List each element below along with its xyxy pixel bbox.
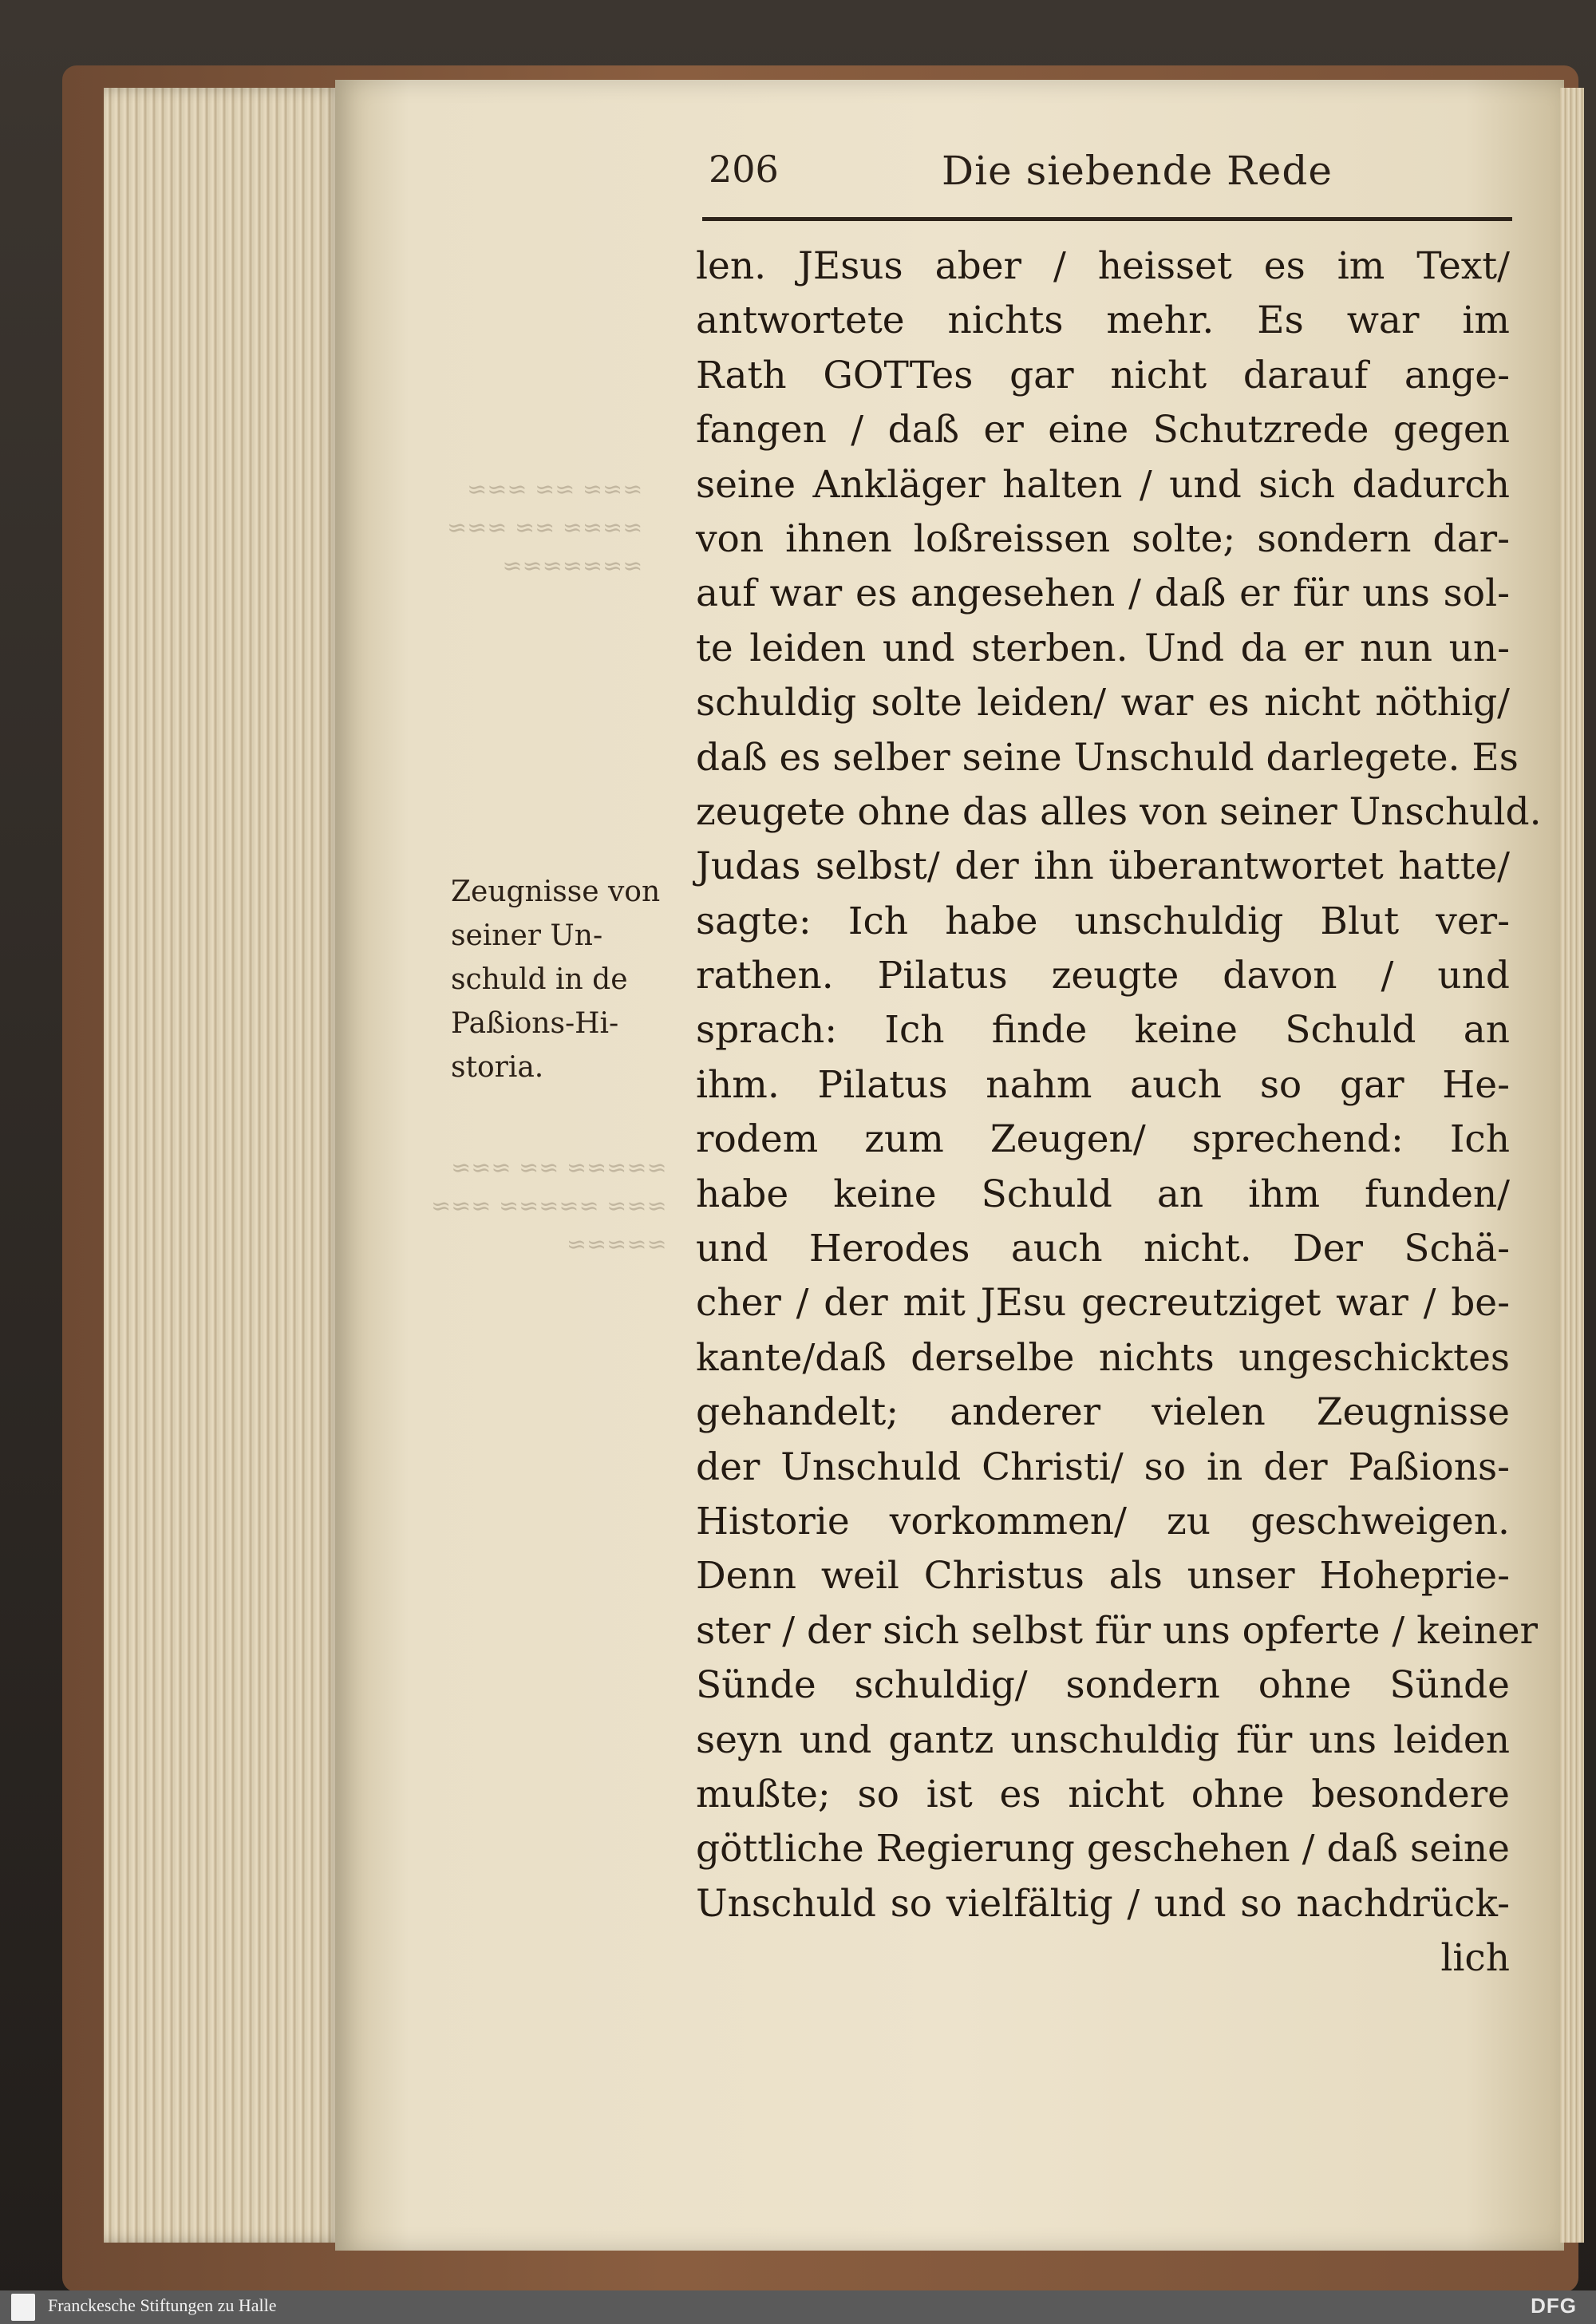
institution-logo-icon [11, 2294, 35, 2321]
text-line: zeugete ohne das alles von seiner Unschuld. [696, 789, 1542, 834]
text-line: von ihnen loßreissen solte; sondern dar- [696, 516, 1510, 561]
margin-note-line: storia. [451, 1051, 544, 1084]
margin-note-line: Zeugnisse von [451, 875, 661, 908]
text-line: te leiden und sterben. Und da er nun un- [696, 626, 1510, 670]
text-line: sagte: Ich habe unschuldig Blut ver- [696, 899, 1510, 943]
margin-note [451, 870, 682, 1089]
text-line: Sünde schuldig/ sondern ohne Sünde [696, 1663, 1510, 1708]
text-line: daß es selber seine Unschuld darlegete. Es [696, 735, 1519, 780]
catchword: lich [1440, 1936, 1510, 1981]
running-head: Die siebende Rede [942, 148, 1333, 194]
text-line: gehandelt; anderer vielen Zeugnisse [696, 1390, 1510, 1435]
margin-note-line: seiner Un- [451, 919, 603, 952]
text-line: antwortete nichts mehr. Es war im [696, 298, 1510, 343]
text-line: göttliche Regierung geschehen / daß seine [696, 1827, 1510, 1871]
text-line: rodem zum Zeugen/ sprechend: Ich [696, 1117, 1510, 1162]
footer-source: Franckesche Stiftungen zu Halle [48, 2295, 277, 2315]
dfg-badge: DFG [1531, 2294, 1577, 2318]
text-line: schuldig solte leiden/ war es nicht nöthig/ [696, 681, 1510, 725]
bleed-through-upper: ≈≈≈ ≈≈ ≈≈≈ ≈≈≈≈ ≈≈ ≈≈≈ ≈≈≈≈≈≈≈ [447, 476, 643, 580]
text-line: und Herodes auch nicht. Der Schä- [696, 1227, 1510, 1271]
text-line: kante/daß derselbe nichts ungeschicktes [696, 1335, 1510, 1380]
text-line: len. JEsus aber / heisset es im Text/ [696, 244, 1510, 288]
text-line: Denn weil Christus als unser Hohepriе- [696, 1554, 1510, 1599]
body-text [696, 239, 1542, 1986]
page-edges-left [104, 88, 343, 2243]
page-number: 206 [709, 148, 779, 191]
text-line: Rath GOTTes gar nicht darauf ange- [696, 353, 1510, 397]
bleed-through-lower: ≈≈≈≈≈ ≈≈ ≈≈≈ ≈≈≈ ≈≈≈≈≈ ≈≈≈ ≈≈≈≈≈ [431, 1154, 667, 1259]
margin-note-line: Paßions-Hi- [451, 1007, 619, 1040]
header-rule [702, 217, 1512, 221]
margin-note-line: schuld in de [451, 963, 628, 996]
page-edges-right [1560, 88, 1584, 2243]
text-line: habe keine Schuld an ihm funden/ [696, 1172, 1510, 1216]
text-line: Unschuld so vielfältig / und so nachdrück- [696, 1881, 1510, 1926]
text-line: cher / der mit JEsu gecreutziget war / be- [696, 1281, 1510, 1326]
text-line: ster / der sich selbst für uns opferte / keiner [696, 1608, 1539, 1653]
text-line: mußte; so ist es nicht ohne besondere [696, 1772, 1510, 1816]
text-line: rathen. Pilatus zeugte davon / und [696, 954, 1510, 998]
text-line: der Unschuld Christi/ so in der Paßions- [696, 1445, 1510, 1489]
text-line: fangen / daß er eine Schutzrede gegen [696, 408, 1510, 453]
text-line: Historie vorkommen/ zu geschweigen. [696, 1499, 1510, 1543]
text-line: Judas selbst/ der ihn überantwortet hatte/ [696, 844, 1510, 889]
text-line: seine Ankläger halten / und sich dadurch [696, 462, 1510, 507]
text-line: seyn und gantz unschuldig für uns leiden [696, 1717, 1510, 1762]
text-line: sprach: Ich finde keine Schuld an [696, 1008, 1510, 1053]
text-line: ihm. Pilatus nahm auch so gar He- [696, 1062, 1510, 1107]
text-line: auf war es angesehen / daß er für uns sol- [696, 571, 1510, 616]
